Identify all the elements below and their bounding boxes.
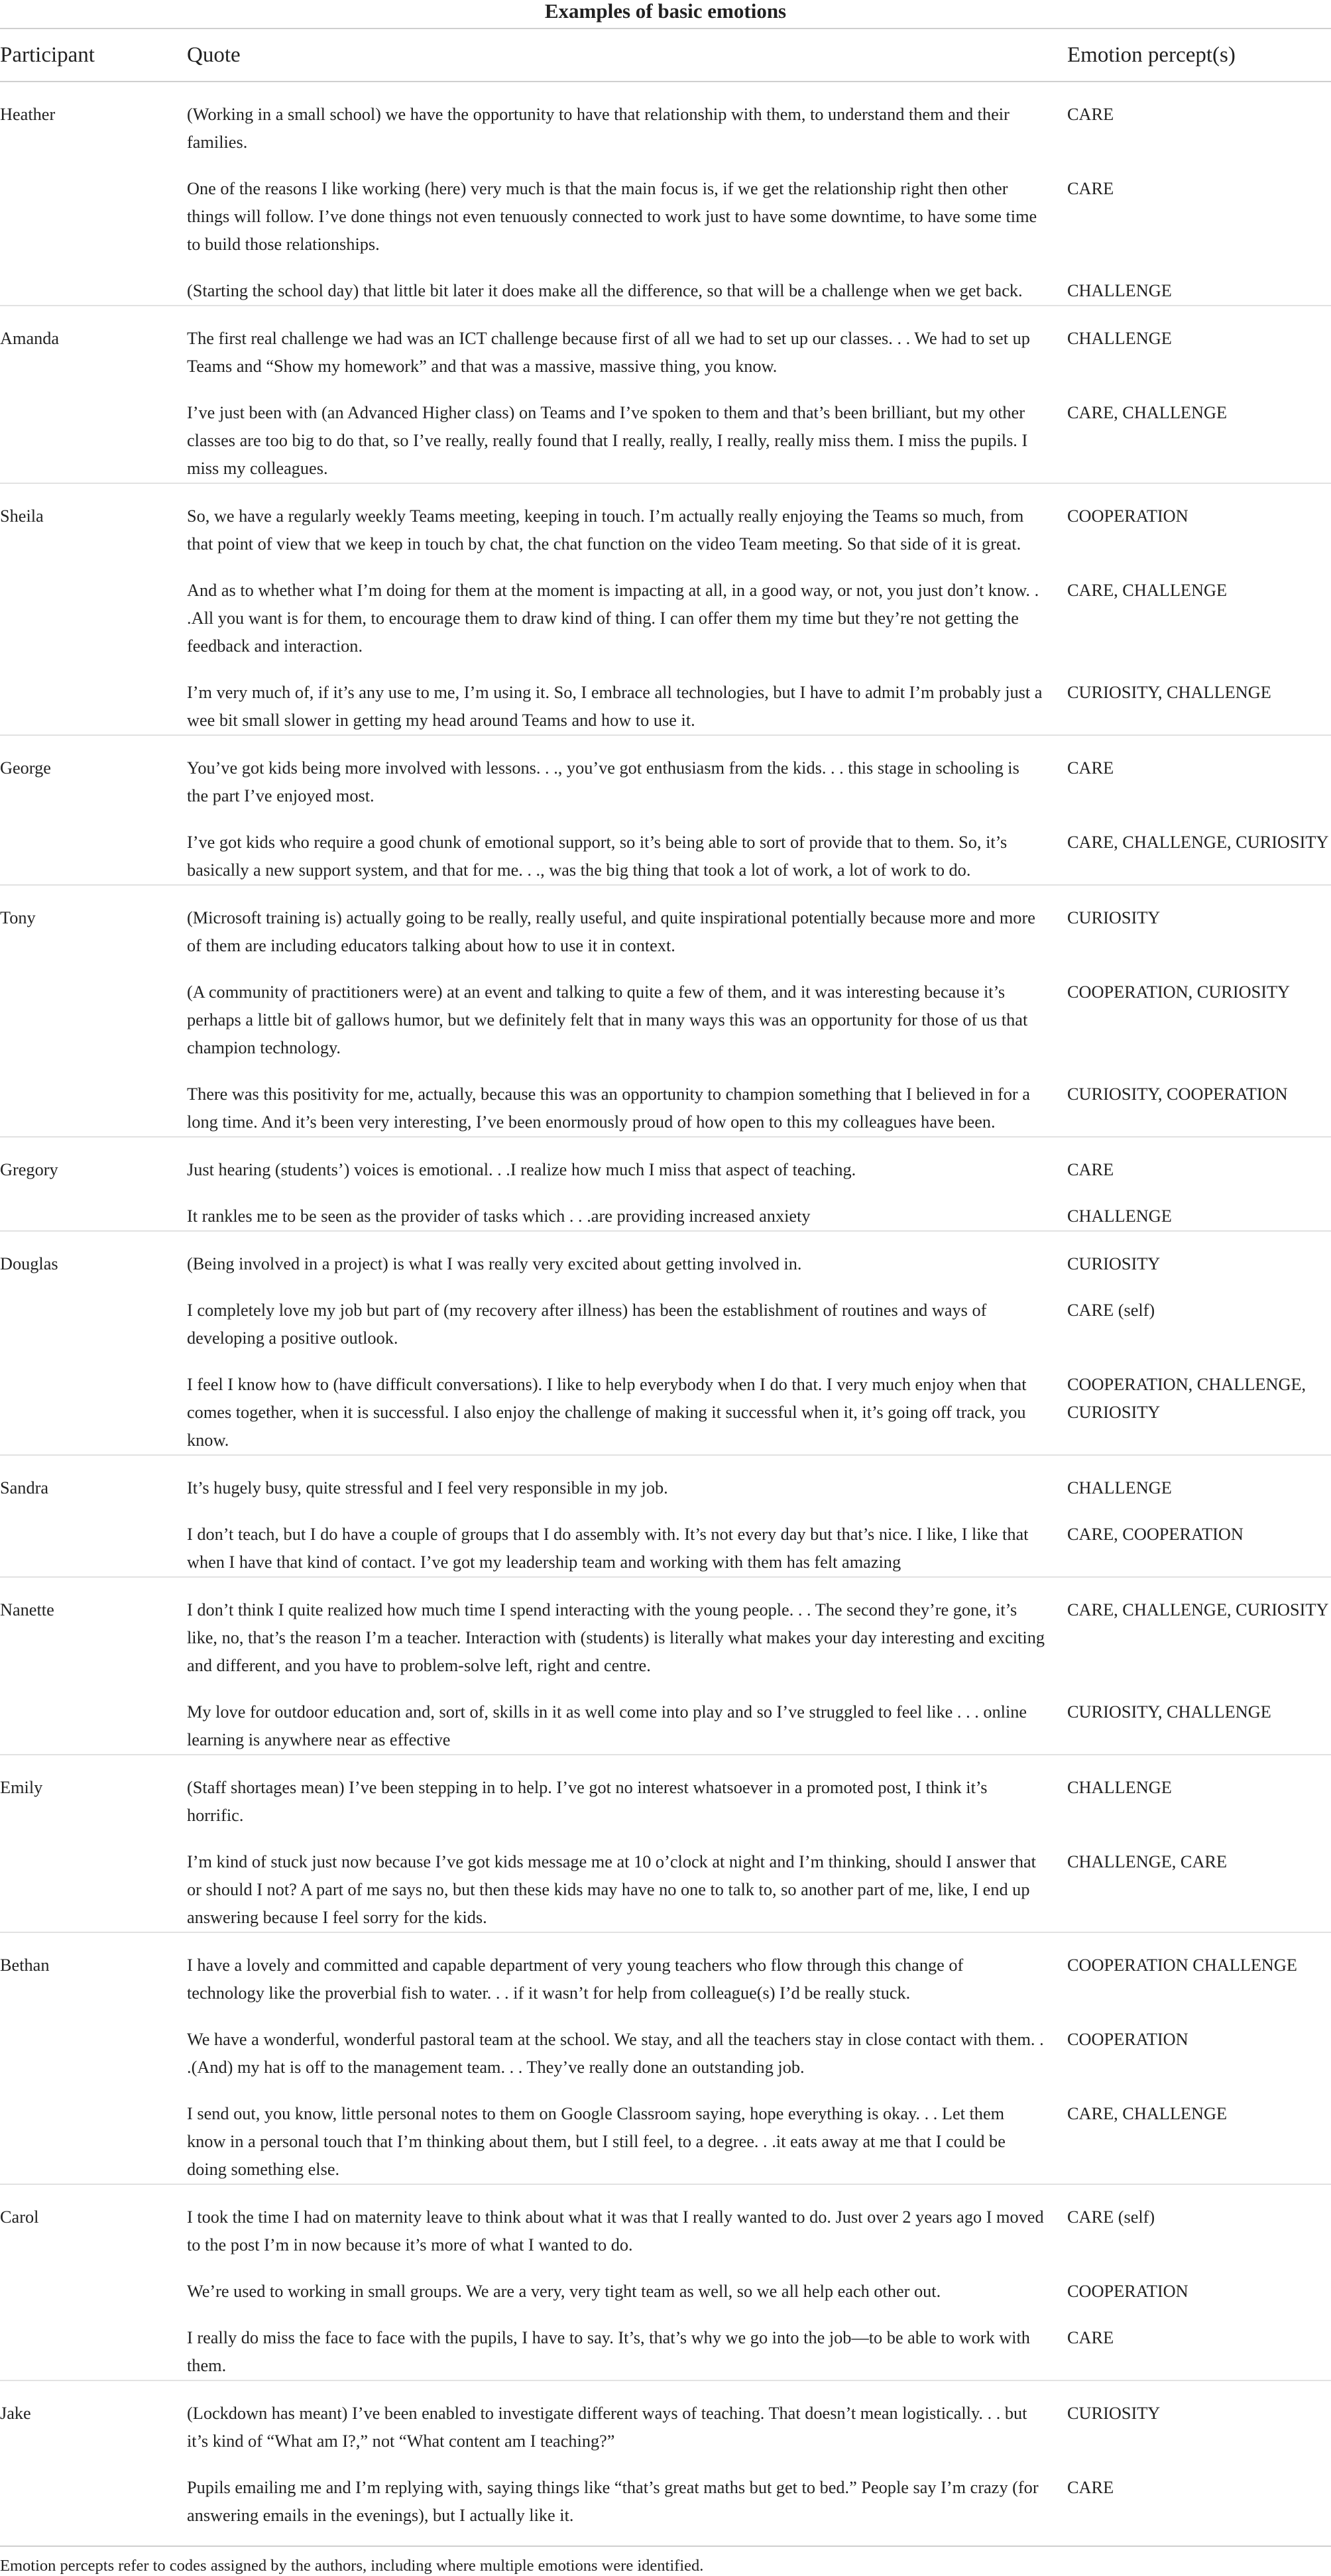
quote-cell: My love for outdoor education and, sort of, skills in it as well come into play and so I’ve struggled to feel like . . . online learning is anywhere near as effective: [187, 1702, 1027, 1749]
emotion-cell: CURIOSITY, COOPERATION: [1067, 1084, 1288, 1104]
emotion-cell: COOPERATION, CURIOSITY: [1067, 982, 1291, 1002]
table-row: [0, 306, 1331, 381]
participant-cell: [0, 1184, 187, 1231]
table-row: [0, 1231, 1331, 1278]
participant-cell: [0, 1680, 187, 1755]
participant-cell: [0, 2306, 187, 2380]
participant-cell: [0, 381, 187, 483]
table-row: [0, 1502, 1331, 1577]
quote-cell: I feel I know how to (have difficult conversations). I like to help everybody when I do that. I very much enjoy when that comes together, when it is successful. I also enjoy the challenge of making it successful when it, it’s going off track, you know.: [187, 1375, 1027, 1450]
emotion-cell: CURIOSITY: [1067, 2380, 1331, 2455]
table-row: [0, 1352, 1331, 1455]
quote-cell: I’m kind of stuck just now because I’ve got kids message me at 10 o’clock at night and I’m thinking, should I answer that or should I not? A part of me says no, but then these kids may have no one to talk to, so another part of me, like, I end up answering because I feel sorry for the kids.: [187, 1852, 1036, 1927]
quote-cell: (Staff shortages mean) I’ve been stepping in to help. I’ve got no interest whatsoever in a promoted post, I think it’s horrific.: [187, 1755, 1067, 1830]
participant-cell: [0, 2081, 187, 2184]
emotion-cell: CARE, CHALLENGE, CURIOSITY: [1067, 833, 1329, 852]
emotions-table: [0, 28, 1331, 2530]
emotion-cell: COOPERATION, CHALLENGE, CURIOSITY: [1067, 1375, 1306, 1422]
emotion-cell: CURIOSITY, CHALLENGE: [1067, 1702, 1271, 1722]
emotion-cell: CARE, COOPERATION: [1067, 1525, 1244, 1544]
quote-cell: (Starting the school day) that little bit later it does make all the difference, so that will be a challenge when we get back.: [187, 281, 1023, 300]
participant-cell: [0, 1502, 187, 1577]
column-header-participant: Participant: [0, 29, 187, 82]
participant-cell: [0, 2007, 187, 2081]
quote-cell: It’s hugely busy, quite stressful and I feel very responsible in my job.: [187, 1455, 1067, 1502]
quote-cell: The first real challenge we had was an ICT challenge because first of all we had to set up our classes. . . We had to set up Teams and “Show my homework” and that was a massive, massive thing, you know.: [187, 306, 1067, 381]
emotion-cell: CARE, CHALLENGE: [1067, 403, 1228, 422]
participant-cell: [0, 156, 187, 259]
participant-cell: [0, 960, 187, 1062]
table-row: [0, 1680, 1331, 1755]
table-row: [0, 1278, 1331, 1352]
table-footnote: Emotion percepts refer to codes assigned by the authors, including where multiple emotions were identified.: [0, 2557, 704, 2575]
participant-cell: Sandra: [0, 1455, 187, 1502]
emotion-cell: CARE: [1067, 735, 1331, 810]
table-row: [0, 156, 1331, 259]
quote-cell: I send out, you know, little personal notes to them on Google Classroom saying, hope everything is okay. . . Let them know in a personal touch that I’m thinking about them, but I still feel, to a degree. . .it eats away at me that I could be doing something else.: [187, 2104, 1006, 2179]
quote-cell: (A community of practitioners were) at an event and talking to quite a few of them, and it was interesting because it’s perhaps a little bit of gallows humor, but we definitely felt that in many ways this was an opportunity for those of us that champion technology.: [187, 982, 1028, 1057]
quote-cell: One of the reasons I like working (here) very much is that the main focus is, if we get the relationship right then other things will follow. I’ve done things not even tenuously connected to work just to have some downtime, to have some time to build those relationships.: [187, 179, 1037, 254]
participant-cell: Amanda: [0, 306, 187, 381]
table-row: [0, 1184, 1331, 1231]
quote-cell: I don’t think I quite realized how much time I spend interacting with the young people. . . The second they’re gone, it’s like, no, that’s the reason I’m a teacher. Interaction with (students) is literally what makes your day interesting and exciting and different, and you have to problem-solve left, right and centre.: [187, 1577, 1067, 1680]
emotion-cell: CURIOSITY, CHALLENGE: [1067, 683, 1271, 702]
table-row: [0, 2380, 1331, 2455]
emotion-cell: CHALLENGE: [1067, 1455, 1331, 1502]
emotion-cell: CHALLENGE: [1067, 281, 1172, 300]
participant-cell: Nanette: [0, 1577, 187, 1680]
emotion-cell: CARE: [1067, 2478, 1114, 2497]
emotion-cell: CARE, CHALLENGE, CURIOSITY: [1067, 1577, 1331, 1680]
participant-cell: Carol: [0, 2184, 187, 2259]
column-header-emotion: Emotion percept(s): [1067, 29, 1331, 82]
emotion-cell: CARE, CHALLENGE: [1067, 581, 1228, 600]
quote-cell: I took the time I had on maternity leave to think about what it was that I really wanted to do. Just over 2 years ago I moved to the post I’m in now because it’s more of what I wanted to do.: [187, 2184, 1067, 2259]
table-row: [0, 960, 1331, 1062]
participant-cell: Tony: [0, 885, 187, 960]
emotion-cell: CHALLENGE: [1067, 1755, 1331, 1830]
emotion-cell: COOPERATION: [1067, 2282, 1188, 2301]
participant-cell: Bethan: [0, 1932, 187, 2007]
table-row: [0, 660, 1331, 735]
table-row: [0, 1577, 1331, 1680]
table-row: [0, 2259, 1331, 2306]
quote-cell: I have a lovely and committed and capable department of very young teachers who flow through this change of technology like the proverbial fish to water. . . if it wasn’t for help from colleague(s) I’d be really stuck.: [187, 1932, 1067, 2007]
emotion-cell: COOPERATION: [1067, 483, 1331, 558]
quote-cell: We’re used to working in small groups. We are a very, very tight team as well, so we all help each other out.: [187, 2282, 941, 2301]
emotion-cell: CHALLENGE, CARE: [1067, 1852, 1228, 1871]
table-row: [0, 2184, 1331, 2259]
table-row: [0, 2455, 1331, 2530]
quote-cell: (Microsoft training is) actually going to be really, really useful, and quite inspirational potentially because more and more of them are including educators talking about how to use it in context.: [187, 885, 1067, 960]
participant-cell: [0, 1830, 187, 1932]
table-row: [0, 82, 1331, 156]
emotion-cell: COOPERATION: [1067, 2030, 1188, 2049]
table-row: [0, 810, 1331, 885]
participant-cell: [0, 2455, 187, 2530]
table-row: [0, 1062, 1331, 1137]
quote-cell: And as to whether what I’m doing for them at the moment is impacting at all, in a good way, or not, you just don’t know. . .All you want is for them, to encourage them to draw kind of thing. I can offer them my time but they’re not getting the feedback and interaction.: [187, 581, 1039, 656]
emotion-cell: CARE, CHALLENGE: [1067, 2104, 1228, 2123]
quote-cell: (Being involved in a project) is what I was really very excited about getting involved in.: [187, 1231, 1067, 1278]
quote-cell: We have a wonderful, wonderful pastoral team at the school. We stay, and all the teachers stay in close contact with them. . .(And) my hat is off to the management team. . . They’ve really done an outstanding job.: [187, 2030, 1044, 2077]
participant-cell: Sheila: [0, 483, 187, 558]
table-row: [0, 558, 1331, 660]
quote-cell: There was this positivity for me, actually, because this was an opportunity to champion something that I believed in for a long time. And it’s been very interesting, I’ve been enormously proud of how open to this my colleagues have been.: [187, 1084, 1030, 1132]
emotion-cell: CARE: [1067, 2328, 1114, 2347]
emotion-cell: CURIOSITY: [1067, 1231, 1331, 1278]
quote-cell: Pupils emailing me and I’m replying with, saying things like “that’s great maths but get to bed.” People say I’m crazy (for answering emails in the evenings), but I actually like it.: [187, 2478, 1039, 2525]
participant-cell: Jake: [0, 2380, 187, 2455]
table-row: [0, 1455, 1331, 1502]
table-row: [0, 2081, 1331, 2184]
quote-cell: I’ve just been with (an Advanced Higher class) on Teams and I’ve spoken to them and that’s been brilliant, but my other classes are too big to do that, so I’ve really, really found that I really, really, I really, really miss them. I miss the pupils. I miss my colleagues.: [187, 403, 1028, 478]
table-row: [0, 259, 1331, 306]
participant-cell: [0, 1278, 187, 1352]
table-row: [0, 381, 1331, 483]
participant-cell: [0, 2259, 187, 2306]
quote-cell: I really do miss the face to face with the pupils, I have to say. It’s, that’s why we go into the job—to be able to work with them.: [187, 2328, 1030, 2375]
participant-cell: [0, 1062, 187, 1137]
participant-cell: Emily: [0, 1755, 187, 1830]
quote-cell: (Lockdown has meant) I’ve been enabled to investigate different ways of teaching. That doesn’t mean logistically. . . but it’s kind of “What am I?,” not “What content am I teaching?”: [187, 2380, 1067, 2455]
table-row: [0, 483, 1331, 558]
emotion-cell: CARE (self): [1067, 2184, 1331, 2259]
participant-cell: Heather: [0, 105, 56, 124]
participant-cell: [0, 1352, 187, 1455]
quote-cell: Just hearing (students’) voices is emotional. . .I realize how much I miss that aspect of teaching.: [187, 1137, 1067, 1184]
emotion-cell: CURIOSITY: [1067, 885, 1331, 960]
quote-cell: I don’t teach, but I do have a couple of groups that I do assembly with. It’s not every day but that’s nice. I like, I like that when I have that kind of contact. I’ve got my leadership team and working with them has felt amazing: [187, 1525, 1029, 1572]
table-title: Examples of basic emotions: [544, 0, 787, 23]
table-header-row: [0, 29, 1331, 82]
participant-cell: [0, 259, 187, 306]
table-row: [0, 1932, 1331, 2007]
table-row: [0, 2306, 1331, 2380]
quote-cell: It rankles me to be seen as the provider of tasks which . . .are providing increased anxiety: [187, 1206, 811, 1226]
emotion-cell: CHALLENGE: [1067, 1206, 1172, 1226]
emotion-cell: COOPERATION CHALLENGE: [1067, 1932, 1331, 2007]
quote-cell: You’ve got kids being more involved with lessons. . ., you’ve got enthusiasm from the kids. . . this stage in schooling is the part I’ve enjoyed most.: [187, 735, 1067, 810]
participant-cell: [0, 558, 187, 660]
participant-cell: George: [0, 735, 187, 810]
emotion-cell: CHALLENGE: [1067, 306, 1331, 381]
table-row: [0, 1137, 1331, 1184]
quote-cell: (Working in a small school) we have the opportunity to have that relationship with them, to understand them and their families.: [187, 105, 1010, 152]
table-row: [0, 2007, 1331, 2081]
table-row: [0, 1830, 1331, 1932]
quote-cell: So, we have a regularly weekly Teams meeting, keeping in touch. I’m actually really enjoying the Teams so much, from that point of view that we keep in touch by chat, the chat function on the video Team meeting. So that side of it is great.: [187, 483, 1067, 558]
participant-cell: Gregory: [0, 1137, 187, 1184]
table-row: [0, 735, 1331, 810]
emotion-cell: CARE: [1067, 179, 1114, 198]
participant-cell: [0, 810, 187, 885]
table-row: [0, 1755, 1331, 1830]
emotion-cell: CARE: [1067, 105, 1114, 124]
participant-cell: Douglas: [0, 1231, 187, 1278]
table-row: [0, 885, 1331, 960]
emotion-cell: CARE: [1067, 1137, 1331, 1184]
column-header-quote: Quote: [187, 29, 1067, 82]
quote-cell: I completely love my job but part of (my recovery after illness) has been the establishment of routines and ways of developing a positive outlook.: [187, 1301, 987, 1348]
participant-cell: [0, 660, 187, 735]
quote-cell: I’ve got kids who require a good chunk of emotional support, so it’s being able to sort of provide that to them. So, it’s basically a new support system, and that for me. . ., was the big thing that took a lot of work, a lot of work to do.: [187, 833, 1008, 880]
emotion-cell: CARE (self): [1067, 1301, 1155, 1320]
table-body: [0, 82, 1331, 2530]
quote-cell: I’m very much of, if it’s any use to me, I’m using it. So, I embrace all technologies, but I have to admit I’m probably just a wee bit small slower in getting my head around Teams and how to use it.: [187, 683, 1043, 730]
